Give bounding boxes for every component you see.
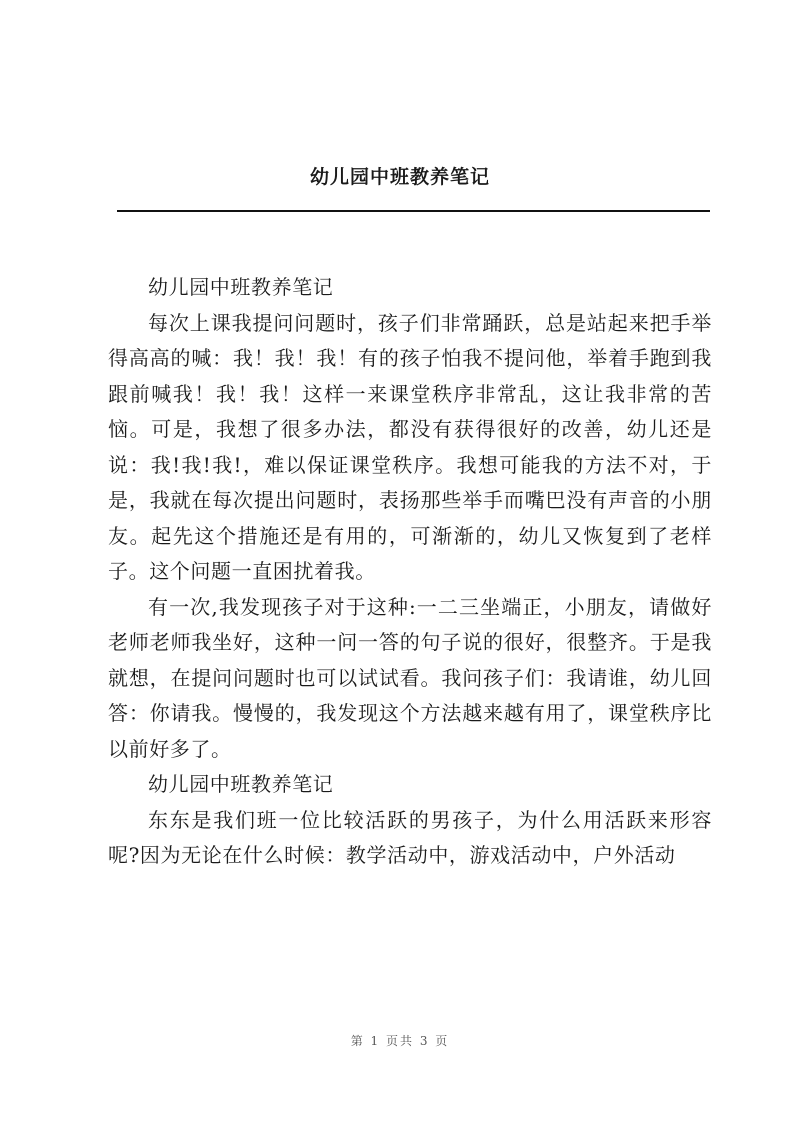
section-heading: 幼儿园中班教养笔记 (148, 772, 334, 796)
body-paragraph: 东东是我们班一位比较活跃的男孩子，为什么用活跃来形容呢?因为无论在什么时候：教学活动中，游戏活动中，户外活动 (108, 807, 712, 867)
document-header-title: 幼儿园中班教养笔记 (309, 166, 490, 188)
header-divider (117, 210, 710, 212)
body-paragraph: 每次上课我提问问题时，孩子们非常踊跃，总是站起来把手举得高高的喊：我！我！我！有的孩子怕我不提问他，举着手跑到我跟前喊我！我！我！这样一来课堂秩序非常乱，这让我非常的苦恼。可是，我想了很多办法，都没有获得很好的改善，幼儿还是说：我!我!我!，难以保证课堂秩序。我想可能我的方法不对，于是，我就在每次提出问题时，表扬那些举手而嘴巴没有声音的小朋友。起先这个措施还是有用的，可渐渐的，幼儿又恢复到了老样子。这个问题一直困扰着我。 (108, 310, 712, 583)
section-heading: 幼儿园中班教养笔记 (148, 275, 334, 299)
body-paragraph: 有一次,我发现孩子对于这种:一二三坐端正，小朋友，请做好老师老师我坐好，这种一问一答的句子说的很好，很整齐。于是我就想，在提问问题时也可以试试看。我问孩子们：我请谁，幼儿回答：你请我。慢慢的，我发现这个方法越来越有用了，课堂秩序比以前好多了。 (108, 594, 712, 761)
document-body (108, 270, 712, 874)
page-number-footer: 第 1 页共 3 页 (350, 1034, 450, 1048)
